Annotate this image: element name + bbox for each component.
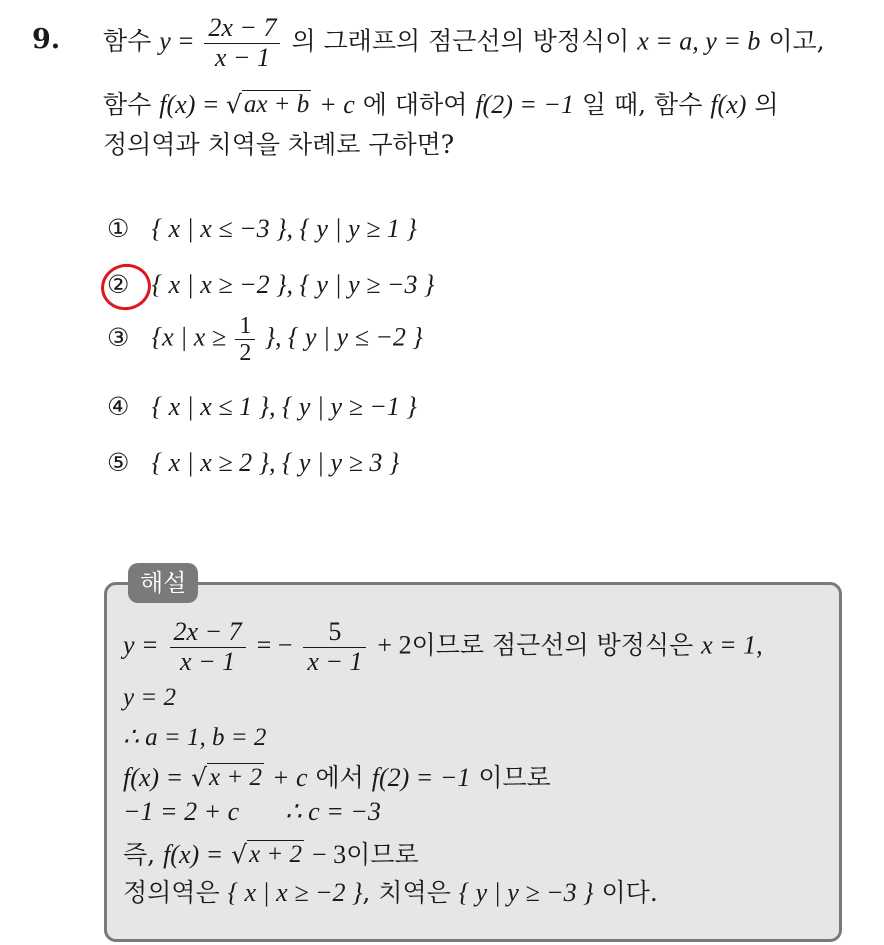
choice-number-1: ①	[107, 214, 130, 243]
math: + c	[271, 763, 308, 792]
math: f(2) = −1	[475, 90, 574, 119]
fraction-numerator: 1	[239, 313, 252, 339]
choice-text-b: }, { y | y ≤ −2 }	[264, 322, 423, 352]
sqrt-expression	[191, 763, 264, 792]
question-number: 9.	[32, 24, 61, 55]
fraction-denominator: 2	[239, 340, 252, 367]
text: 의 그래프의 점근선의 방정식이	[291, 26, 630, 56]
question-line-3: 정의역과 치역을 차례로 구하면?	[103, 130, 455, 159]
math: f(x) =	[163, 840, 224, 869]
math: + c	[319, 90, 355, 119]
math: = −	[256, 630, 293, 660]
choice-text: { x | x ≤ 1 }, { y | y ≥ −1 }	[151, 392, 417, 421]
text: 즉,	[123, 840, 156, 869]
fraction-numerator: 2x − 7	[173, 617, 242, 646]
math: f(x)	[710, 90, 747, 119]
radical-sign: √	[225, 90, 242, 119]
choice-number-3: ③	[107, 322, 130, 352]
fraction	[235, 313, 255, 367]
solution-line-7	[123, 873, 658, 909]
math: f(x) =	[159, 90, 226, 119]
text: 이고,	[768, 26, 825, 56]
math: −1 = 2 + c	[123, 797, 240, 826]
text: 함수	[103, 26, 152, 56]
solution-line-2: y = 2	[123, 684, 176, 711]
choice-5[interactable]	[107, 448, 399, 478]
fraction-numerator: 5	[328, 617, 342, 646]
choice-text: { x | x ≥ 2 }, { y | y ≥ 3 }	[151, 448, 400, 477]
choice-4[interactable]	[107, 392, 417, 422]
math: f(2) = −1	[371, 763, 471, 792]
choice-text-a: {x | x ≥	[151, 322, 227, 352]
text: 정의역은	[123, 878, 220, 907]
radicand: x + 2	[249, 841, 303, 868]
radical-sign: √	[191, 763, 208, 792]
solution-line-4	[123, 758, 551, 794]
fraction	[204, 14, 280, 72]
text: 이므로	[346, 840, 419, 869]
radical-sign: √	[231, 840, 248, 869]
solution-tag: 해설	[128, 563, 198, 603]
sqrt-expression	[226, 90, 311, 119]
text: 일 때, 함수	[581, 90, 703, 119]
math: { x | x ≥ −2 }	[227, 878, 363, 907]
choice-number-4: ④	[107, 392, 130, 421]
math: − 3	[312, 840, 347, 869]
text: 에서	[315, 763, 364, 792]
choice-2[interactable]	[107, 270, 434, 300]
math: f(x) =	[123, 763, 184, 792]
fraction-denominator: x − 1	[214, 42, 270, 72]
choice-3[interactable]	[107, 313, 423, 367]
question-line-1	[103, 14, 825, 72]
math: x = a, y = b	[637, 26, 761, 56]
fraction-numerator: 2x − 7	[208, 13, 277, 42]
math: y =	[123, 630, 159, 660]
fraction-denominator: x − 1	[307, 646, 363, 676]
choice-text: { x | x ≥ −2 }, { y | y ≥ −3 }	[151, 270, 435, 299]
text: 이므로	[478, 763, 551, 792]
math: { y | y ≥ −3 }	[458, 878, 594, 907]
text: 이므로 점근선의 방정식은	[411, 630, 694, 660]
text: , 치역은	[362, 878, 451, 907]
text: 이다.	[601, 878, 658, 907]
choice-1[interactable]	[107, 214, 417, 244]
fraction	[303, 618, 366, 676]
question-line-2	[103, 85, 779, 121]
radicand: ax + b	[243, 91, 310, 118]
sqrt-expression	[231, 840, 304, 869]
math: =	[178, 26, 194, 56]
solution-line-3: ∴ a = 1, b = 2	[123, 724, 267, 751]
solution-line-5	[123, 797, 381, 827]
text: 의	[754, 90, 779, 119]
math: ∴ c = −3	[285, 797, 381, 826]
solution-line-1	[123, 618, 763, 676]
math: y	[159, 26, 171, 56]
fraction-denominator: x − 1	[180, 646, 236, 676]
solution-line-6	[123, 835, 419, 871]
math: x = 1,	[701, 630, 763, 660]
choice-number-2: ②	[107, 270, 130, 299]
text: 함수	[103, 90, 152, 119]
math: + 2	[377, 630, 412, 660]
fraction	[170, 618, 246, 676]
text: 에 대하여	[362, 90, 468, 119]
choice-text: { x | x ≤ −3 }, { y | y ≥ 1 }	[151, 214, 417, 243]
choice-number-5: ⑤	[107, 448, 130, 477]
radicand: x + 2	[209, 764, 262, 791]
